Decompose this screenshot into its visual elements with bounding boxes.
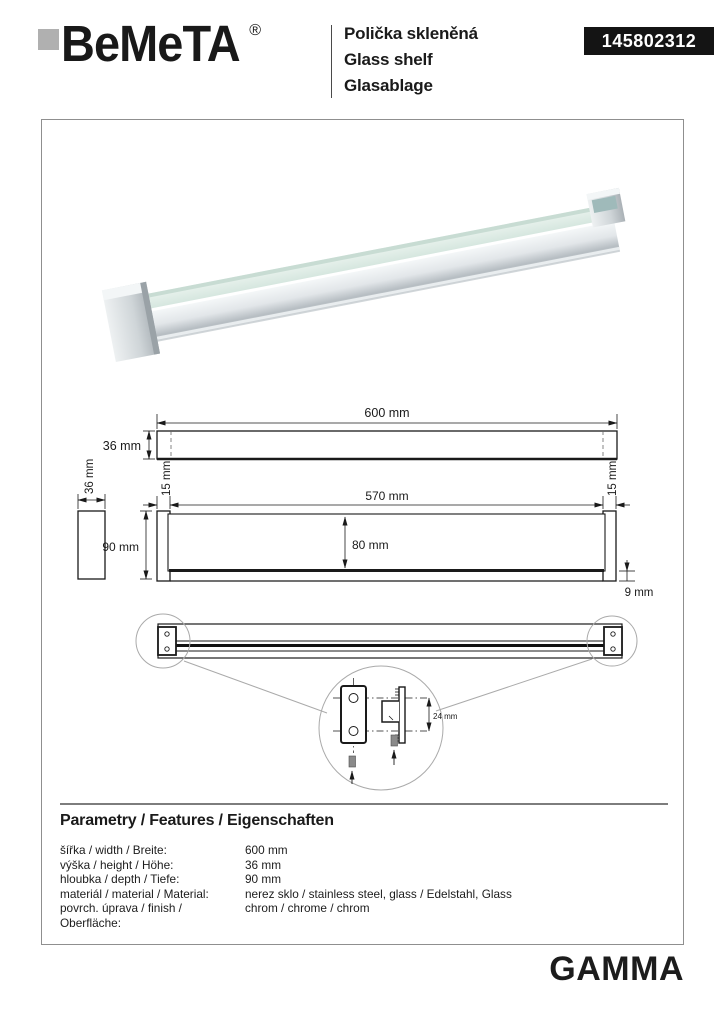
brand-wordmark: BeMeTA: [61, 15, 240, 72]
dim-top-glass-width: 570 mm: [365, 489, 409, 503]
dim-top-right-end: 15 mm: [607, 460, 619, 496]
drawing-side-view: [78, 494, 152, 579]
table-row: [60, 858, 660, 873]
param-label-height: výška / height / Höhe:: [60, 857, 174, 872]
product-title-cs: Polička skleněná: [344, 24, 478, 43]
dim-top-front-rail: 9 mm: [624, 587, 654, 599]
parameters-table: [60, 843, 660, 931]
product-title-en: Glass shelf: [344, 50, 433, 69]
series-name: GAMMA: [549, 950, 684, 988]
param-label-width: šířka / width / Breite:: [60, 843, 167, 857]
drawing-top-view: [143, 496, 635, 581]
dim-side-depth: 90 mm: [102, 540, 139, 554]
drawing-bottom-view: [158, 624, 622, 658]
dim-front-height: 36 mm: [102, 439, 141, 453]
param-label-depth: hloubka / depth / Tiefe:: [60, 872, 180, 887]
table-row: [60, 887, 660, 902]
param-label-finish: povrch. úprava / finish / Oberfläche:: [60, 901, 182, 930]
product-code-badge: 145802312: [584, 27, 714, 55]
table-row: [60, 872, 660, 887]
param-value-finish: chrom / chrome / chrom: [245, 901, 370, 916]
section-divider: [60, 803, 668, 805]
product-title-de: Glasablage: [344, 76, 433, 95]
table-row: [60, 843, 660, 858]
dim-detail-bracket: 24 mm: [433, 712, 458, 721]
param-value-material: nerez sklo / stainless steel, glass / Edelstahl, Glass: [245, 886, 512, 901]
param-label-material: materiál / material / Material:: [60, 886, 209, 901]
dim-top-left-end: 15 mm: [161, 460, 173, 496]
dim-top-glass-depth: 80 mm: [352, 538, 389, 552]
table-row: [60, 901, 660, 930]
param-value-width: 600 mm: [245, 843, 288, 857]
product-photo: [102, 188, 634, 362]
param-value-height: 36 mm: [245, 857, 282, 872]
dim-side-width: 36 mm: [84, 458, 96, 494]
drawing-detail-view: [333, 678, 429, 784]
param-value-depth: 90 mm: [245, 872, 282, 887]
dim-front-width: 600 mm: [364, 406, 410, 420]
registered-trademark-icon: ®: [249, 22, 262, 39]
drawing-front-view: [143, 414, 617, 459]
parameters-heading: Parametry / Features / Eigenschaften: [60, 812, 334, 829]
